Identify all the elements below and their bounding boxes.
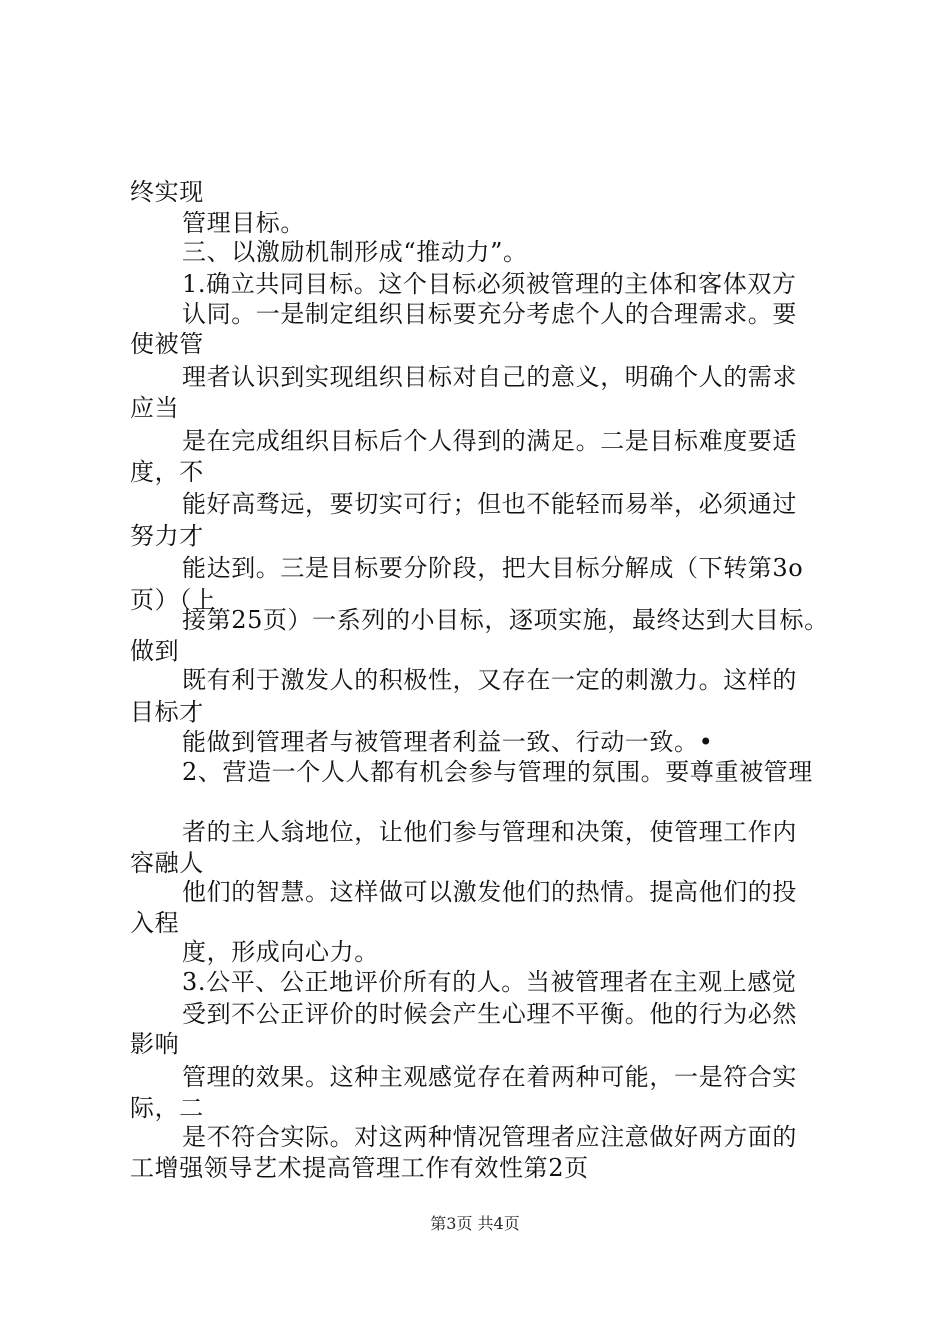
text-line: 容融人 — [130, 849, 204, 877]
text-line: 工增强领导艺术提高管理工作有效性第2页 — [130, 1154, 589, 1182]
text-line: 应当 — [130, 394, 180, 422]
text-line: 者的主人翁地位，让他们参与管理和决策，使管理工作内 — [182, 818, 797, 846]
text-line: 入程 — [130, 909, 180, 937]
text-line: 目标才 — [130, 698, 204, 726]
text-line: 是在完成组织目标后个人得到的满足。二是目标难度要适 — [182, 427, 797, 455]
text-line: 受到不公正评价的时候会产生心理不平衡。他的行为必然 — [182, 1000, 797, 1028]
section-heading: 三、以激励机制形成“推动力”。 — [182, 238, 528, 266]
text-line: 终实现 — [130, 178, 204, 206]
text-line: 1.确立共同目标。这个目标必须被管理的主体和客体双方 — [182, 270, 797, 298]
text-line: 能做到管理者与被管理者利益一致、行动一致。• — [182, 728, 714, 756]
text-line: 他们的智慧。这样做可以激发他们的热情。提高他们的投 — [182, 878, 797, 906]
text-line: 能好高骛远，要切实可行；但也不能轻而易举，必须通过 — [182, 490, 797, 518]
text-line: 度，形成向心力。 — [182, 938, 379, 966]
text-line: 努力才 — [130, 522, 204, 550]
text-line: 接第25页）一系列的小目标，逐项实施，最终达到大目标。 — [182, 606, 829, 634]
text-line: 页）（上 — [130, 586, 217, 614]
text-line: 能达到。三是目标要分阶段，把大目标分解成（下转第3o — [182, 554, 804, 582]
text-line: 度，不 — [130, 458, 204, 486]
text-line: 使被管 — [130, 330, 204, 358]
text-line: 影响 — [130, 1030, 180, 1058]
text-line: 既有利于激发人的积极性，又存在一定的刺激力。这样的 — [182, 666, 797, 694]
text-line: 管理目标。 — [182, 209, 305, 237]
text-line: 际，二 — [130, 1094, 204, 1122]
text-line: 做到 — [130, 637, 180, 665]
text-line: 管理的效果。这种主观感觉存在着两种可能，一是符合实 — [182, 1063, 797, 1091]
text-line: 理者认识到实现组织目标对自己的意义，明确个人的需求 — [182, 363, 797, 391]
text-line: 认同。一是制定组织目标要充分考虑个人的合理需求。要 — [182, 300, 797, 328]
text-line: 是不符合实际。对这两种情况管理者应注意做好两方面的 — [182, 1123, 797, 1151]
page-number-footer: 第3页 共4页 — [430, 1214, 520, 1233]
text-line: 3.公平、公正地评价所有的人。当被管理者在主观上感觉 — [182, 968, 797, 996]
text-line: 2、营造一个人人都有机会参与管理的氛围。要尊重被管理 — [182, 758, 813, 786]
